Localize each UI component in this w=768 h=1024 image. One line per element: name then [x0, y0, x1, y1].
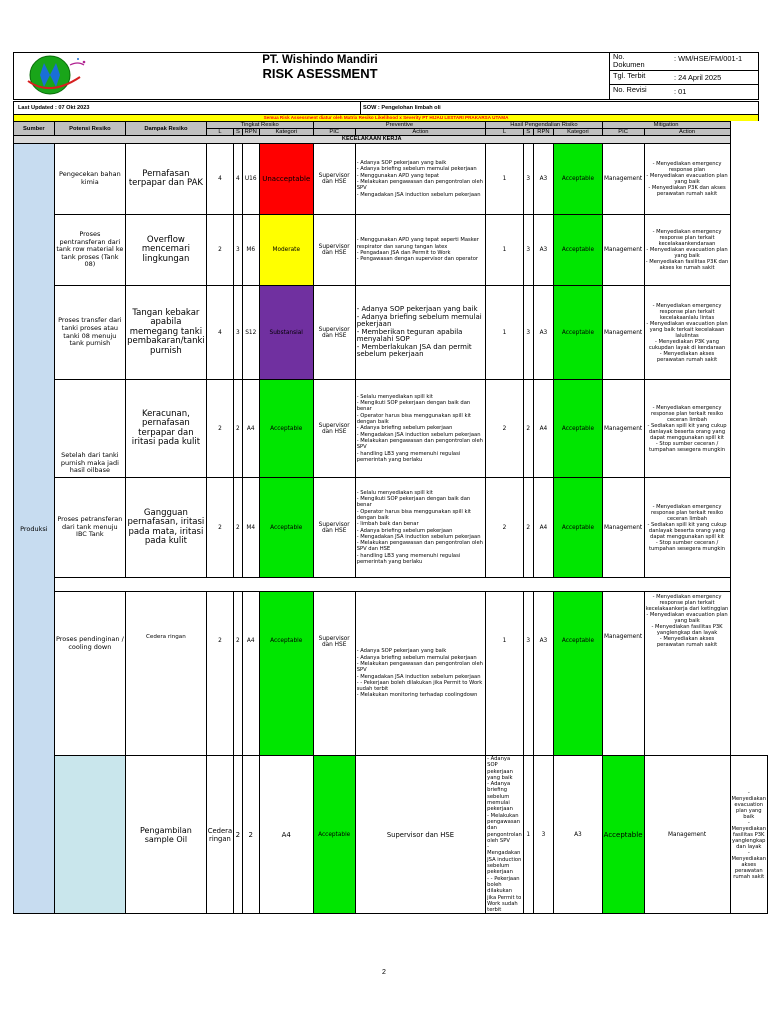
col-s: S — [234, 129, 243, 136]
mitigation-pic-cell: Management — [602, 592, 644, 756]
mitigation-cell — [644, 592, 730, 756]
col-preventive: Preventive — [313, 122, 486, 129]
col-kategori: Kategori — [259, 129, 313, 136]
section-header: KECELAKAAN KERJA — [14, 136, 731, 144]
potensi-cell: Proses transfer dari tanki proses atau tanki 08 menuju tank purnish — [54, 286, 125, 380]
l-cell: 2 — [234, 756, 243, 914]
hasil-kategori-cell: Acceptable — [554, 286, 602, 380]
potensi-cell: Proses pendinginan / cooling down — [54, 592, 125, 756]
meta-label: Tgl. Terbit — [613, 71, 646, 80]
list-line: - Menyediakan fasilitas P3K dan akses ke rumah sakit — [645, 259, 729, 271]
list-line: - Adanya briefing sebelum memulai pekerjaan — [356, 166, 477, 173]
potensi-cell: Proses pentransferan dari tank row material ke tank proses (Tank 08) — [54, 215, 125, 286]
col-hasil-kategori: Kategori — [554, 129, 602, 136]
col-sumber: Sumber — [14, 122, 55, 136]
hasil-rpn-cell: A3 — [554, 756, 602, 914]
hasil-l-cell: 1 — [486, 144, 524, 215]
hasil-kategori-cell: Acceptable — [602, 756, 644, 914]
spacer-cell — [54, 578, 730, 592]
rpn-cell: A4 — [242, 380, 259, 478]
list-line: - Mengadakan JSA induction sebelum pekerjaan — [356, 673, 481, 680]
kategori-cell: Acceptable — [313, 756, 355, 914]
dampak-cell: Keracunan, pernafasan terpapar dan iritasi pada kulit — [126, 380, 207, 478]
hasil-s-cell: 3 — [533, 756, 554, 914]
list-line: - Menyediakan emergency response plan terkait resiko ceceran limbah — [651, 404, 724, 423]
list-line: - Menyediakan evacuation plan yang baik — [646, 173, 728, 185]
potensi-cell: Proses petransferan dari tank menuju IBC Tank — [54, 478, 125, 578]
hasil-s-cell: 2 — [523, 380, 533, 478]
list-line: - Melakukan pengawasan dan pengontrolan oleh SPV — [356, 437, 483, 451]
document-title: RISK ASESSMENT — [262, 66, 378, 81]
list-line: - Menyediakan emergency response plan terkait kecelakaankerja dari ketinggian — [645, 594, 729, 612]
col-pic: PIC — [313, 129, 355, 136]
mitigation-cell — [644, 478, 730, 578]
mitigation-cell — [644, 286, 730, 380]
col-mitigation-action: Action — [644, 129, 730, 136]
list-line: - Operator harus bisa menggunakan spill kit dengan baik — [356, 412, 471, 426]
list-line: - Adanya briefing sebelum pekerjaan — [356, 425, 453, 432]
list-line: - Menyediakan akses perawatan rumah sakit — [656, 636, 718, 648]
pic-cell: Supervisor dan HSE — [355, 756, 485, 914]
company-name: PT. Wishindo Mandiri — [262, 54, 378, 66]
list-line: - Menyediakan evacuation plan yang baik terkait kecelakaan lalulintas — [646, 320, 728, 339]
hasil-l-cell: 1 — [523, 756, 533, 914]
action-cell — [355, 144, 485, 215]
matrix-notice: Semua Risk Assessment diatur oleh Matrix Resiko Likelihood x Severity PT HIJAU LESTARI PRAKARSA UTAMA — [13, 115, 759, 121]
list-line: - Selalu menyediakan spill kit — [356, 489, 433, 496]
list-line: - Adanya briefing sebelum pekerjaan — [356, 527, 453, 534]
action-cell — [355, 215, 485, 286]
pic-cell: Supervisor dan HSE — [313, 215, 355, 286]
hasil-rpn-cell: A3 — [533, 144, 554, 215]
col-dampak: Dampak Resiko — [126, 122, 207, 136]
dampak-cell: Gangguan pernafasan, iritasi pada mata, iritasi pada kulit — [126, 478, 207, 578]
table-row — [14, 286, 768, 380]
hasil-l-cell: 1 — [486, 286, 524, 380]
hasil-rpn-cell: A4 — [533, 380, 554, 478]
meta-label: No. Revisi — [613, 85, 647, 94]
rpn-cell: A4 — [242, 592, 259, 756]
list-line: - Melakukan pengawasan dan pengontrolan oleh SPV — [356, 660, 483, 674]
list-line: - Pengadaan JSA dan Permit to Work — [356, 250, 451, 256]
col-hasil-l: L — [486, 129, 524, 136]
kategori-cell: Unacceptable — [259, 144, 313, 215]
dampak-cell: Cedera ringan — [206, 756, 233, 914]
col-potensi: Potensi Resiko — [54, 122, 125, 136]
col-action: Action — [355, 129, 485, 136]
list-line: - Mengadakan JSA induction sebelum pekerjaan — [356, 533, 481, 540]
list-line: - Menyediakan evacuation plan yang baik — [646, 612, 728, 624]
list-line: - Menyediakan P3K dan akses perawatan rumah sakit — [648, 185, 726, 197]
list-line: - Menyediakan emergency response plan terkait kecelakaankendaraan — [652, 229, 722, 247]
mitigation-cell — [644, 215, 730, 286]
list-line: - Selalu menyediakan spill kit — [356, 393, 433, 400]
list-line: - Adanya SOP pekerjaan yang baik — [356, 305, 478, 314]
kategori-cell: Substansial — [259, 286, 313, 380]
col-rpn: RPN — [242, 129, 259, 136]
pic-cell: Supervisor dan HSE — [313, 144, 355, 215]
mitigation-pic-cell: Management — [602, 478, 644, 578]
table-row — [14, 380, 768, 478]
list-line: - Melakukan pengawasan dan pengontrolan oleh SPV — [356, 179, 483, 192]
action-cell — [355, 592, 485, 756]
divider — [360, 102, 361, 114]
list-line: - Sediakan spill kit yang cukup danlayak beserta orang yang dapat menggunakan spill kit — [647, 422, 727, 441]
hasil-rpn-cell: A3 — [533, 286, 554, 380]
list-line: - Adanya briefing sebelum memulai pekerjaan — [356, 654, 477, 661]
list-line: - limbah baik dan benar — [356, 521, 419, 528]
meta-revision — [609, 85, 759, 100]
list-line: - Menyediakan evacuation plan yang baik — [731, 789, 767, 820]
page-number: 2 — [382, 969, 386, 976]
list-line: - Melakukan pengawasan dan pengontrolan oleh SPV dan HSE — [356, 540, 483, 553]
source-cell: Produksi — [14, 144, 55, 914]
list-line: - Menggunakan APD yang tepat seperti Masker respirator dan sarung tangan latex — [356, 237, 479, 250]
kategori-cell: Moderate — [259, 215, 313, 286]
list-line: - Melakukan monitoring terhadap coolingdown — [356, 692, 478, 699]
s-cell: 2 — [234, 380, 243, 478]
rpn-cell: M4 — [242, 478, 259, 578]
company-logo — [14, 53, 96, 97]
pic-cell: Supervisor dan HSE — [313, 286, 355, 380]
meta-doc-number — [609, 52, 759, 71]
list-line: - - Pekerjaan boleh dilakukan jika Permit to Work sudah terbit — [356, 679, 483, 693]
pic-cell: Supervisor dan HSE — [313, 478, 355, 578]
mitigation-cell — [644, 380, 730, 478]
list-line: - Menyediakan akses perawatan rumah sakit — [731, 849, 767, 880]
list-line: - Mengikuti SOP pekerjaan dengan baik dan benar — [356, 496, 471, 509]
hasil-l-cell: 1 — [486, 215, 524, 286]
meta-label: No. Dokumen — [613, 52, 645, 69]
hasil-s-cell: 3 — [523, 592, 533, 756]
hasil-rpn-cell: A4 — [533, 478, 554, 578]
list-line: - Mengadakan JSA induction sebelum pekerjaan — [356, 191, 481, 198]
mitigation-pic-cell: Management — [602, 286, 644, 380]
table-row — [14, 592, 768, 756]
l-cell: 4 — [206, 286, 233, 380]
rpn-cell: A4 — [259, 756, 313, 914]
list-line: - Melakukan pengawasan dan pengontrolan oleh SPV — [487, 812, 522, 844]
source-cell — [54, 756, 125, 914]
list-line: - Menyediakan fasilitas P3K yanglengkap dan layak — [731, 819, 767, 850]
table-row — [14, 478, 768, 578]
list-line: - Sediakan spill kit yang cukup danlayak beserta orang yang dapat menggunakan spill kit — [647, 521, 727, 540]
col-l: L — [206, 129, 233, 136]
info-row — [13, 101, 759, 115]
hasil-rpn-cell: A3 — [533, 215, 554, 286]
l-cell: 2 — [206, 592, 233, 756]
list-line: - Adanya briefing sebelum memulai pekerjaan — [487, 781, 513, 813]
kategori-cell: Acceptable — [259, 380, 313, 478]
meta-value: : 24 April 2025 — [674, 73, 722, 82]
col-hasil-pengendalian: Hasil Pengendalian Risiko — [486, 122, 602, 129]
list-line: - Stop sumber ceceran / tumpahan sesegera mungkin — [648, 440, 726, 453]
l-cell: 2 — [206, 380, 233, 478]
l-cell: 2 — [206, 478, 233, 578]
table-row — [14, 215, 768, 286]
l-cell: 2 — [206, 215, 233, 286]
dampak-cell: Cedera ringan — [126, 592, 207, 756]
hasil-l-cell: 2 — [486, 478, 524, 578]
sumber-cell: Pengambilan sample Oil — [126, 756, 207, 914]
action-cell — [355, 380, 485, 478]
list-line: - Operator harus bisa menggunakan spill kit dengan baik — [356, 508, 471, 521]
potensi-cell: Setelah dari tanki purnish maka jadi hasil oilbase — [54, 380, 125, 478]
list-line: - Stop sumber ceceran / tumpahan sesegera mungkin — [648, 539, 726, 552]
list-line: - Mengadakan JSA induction sebelum pekerjaan — [356, 431, 481, 438]
list-line: - handling LB3 yang memenuhi regulasi pemerintah yang berlaku — [356, 552, 461, 565]
risk-table — [13, 121, 768, 914]
table-row — [14, 144, 768, 215]
dampak-cell: Overflow mencemari lingkungan — [126, 215, 207, 286]
list-line: - handling LB3 yang memenuhi regulasi pemerintah yang berlaku — [356, 450, 461, 463]
s-cell: 2 — [234, 592, 243, 756]
s-cell: 2 — [234, 478, 243, 578]
s-cell: 3 — [234, 215, 243, 286]
list-line: - Menyediakan P3K yang cukupdan layak di kendaraan — [648, 338, 726, 351]
mitigation-pic-cell: Management — [644, 756, 730, 914]
list-line: - Mengikuti SOP pekerjaan dengan baik dan benar — [356, 400, 471, 413]
dampak-cell: Pernafasan terpapar dan PAK — [126, 144, 207, 215]
hasil-kategori-cell: Acceptable — [554, 380, 602, 478]
scope-of-work: SOW : Pengelohan limbah oli — [363, 105, 441, 111]
hasil-s-cell: 3 — [523, 215, 533, 286]
spacer-row — [14, 578, 768, 592]
mitigation-pic-cell: Management — [602, 380, 644, 478]
last-updated: Last Updated : 07 Okt 2023 — [18, 105, 90, 111]
s-cell: 4 — [234, 144, 243, 215]
s-cell: 3 — [234, 286, 243, 380]
list-line: - Menyediakan emergency response plan terkait kecelakaanlalu lintas — [652, 302, 722, 321]
hasil-kategori-cell: Acceptable — [554, 478, 602, 578]
list-line: - Adanya SOP pekerjaan yang baik — [487, 756, 513, 781]
list-line: - Memberlakukan JSA dan permit sebelum pekerjaan — [356, 342, 472, 359]
pic-cell: Supervisor dan HSE — [313, 380, 355, 478]
hasil-s-cell: 3 — [523, 286, 533, 380]
col-mitigation: Mitigation — [602, 122, 730, 129]
hasil-l-cell: 1 — [486, 592, 524, 756]
mitigation-cell — [644, 144, 730, 215]
hasil-rpn-cell: A3 — [533, 592, 554, 756]
potensi-cell: Pengecekan bahan kimia — [54, 144, 125, 215]
list-line: - Adanya briefing sebelum memulai pekerjaan — [356, 312, 482, 329]
hasil-kategori-cell: Acceptable — [554, 215, 602, 286]
list-line: - Menggunakan APD yang tepat — [356, 172, 440, 179]
list-line: - - Pekerjaan boleh dilakukan jika Permit to Work sudah terbit — [487, 875, 522, 914]
rpn-cell: U16 — [242, 144, 259, 215]
list-line: - Menyediakan fasilitas P3K yanglengkap dan layak — [651, 624, 723, 636]
mitigation-cell — [730, 756, 768, 914]
action-cell — [486, 756, 524, 914]
hasil-l-cell: 2 — [486, 380, 524, 478]
list-line: - Menyediakan evacuation plan yang baik — [646, 247, 728, 259]
hasil-s-cell: 2 — [523, 478, 533, 578]
mitigation-pic-cell: Management — [602, 215, 644, 286]
action-cell — [355, 478, 485, 578]
action-cell — [355, 286, 485, 380]
list-line: - Memberikan teguran apabila menyalahi SOP — [356, 327, 463, 344]
meta-value: : 01 — [674, 87, 687, 96]
list-line: - Pengawasan dengan supervisor dan operator — [356, 256, 479, 263]
list-line: - Menyediakan akses perawatan rumah sakit — [656, 350, 718, 363]
list-line: - Adanya SOP pekerjaan yang baik — [356, 648, 447, 655]
kategori-cell: Acceptable — [259, 592, 313, 756]
meta-value: : WM/HSE/FM/001-1 — [674, 54, 743, 63]
list-line: - Menyediakan emergency response plan terkait resiko ceceran limbah — [651, 503, 724, 522]
pic-cell: Supervisor dan HSE — [313, 592, 355, 756]
list-line: - Menyediakan emergency response plan — [652, 161, 722, 173]
list-line: - Mengadakan JSA induction sebelum pekerjaan — [487, 844, 522, 876]
hasil-s-cell: 3 — [523, 144, 533, 215]
col-hasil-rpn: RPN — [533, 129, 554, 136]
kategori-cell: Acceptable — [259, 478, 313, 578]
col-tingkat-resiko: Tingkat Resiko — [206, 122, 313, 129]
rpn-cell: S12 — [242, 286, 259, 380]
list-line: - Adanya SOP pekerjaan yang baik — [356, 160, 447, 167]
s-cell: 2 — [242, 756, 259, 914]
mitigation-pic-cell: Management — [602, 144, 644, 215]
hasil-kategori-cell: Acceptable — [554, 144, 602, 215]
meta-publish-date — [609, 71, 759, 85]
table-row — [14, 756, 768, 914]
dampak-cell: Tangan kebakar apabila memegang tanki pembakaran/tanki purnish — [126, 286, 207, 380]
hasil-kategori-cell: Acceptable — [554, 592, 602, 756]
col-hasil-s: S — [523, 129, 533, 136]
l-cell: 4 — [206, 144, 233, 215]
col-mitigation-pic: PIC — [602, 129, 644, 136]
rpn-cell: M6 — [242, 215, 259, 286]
